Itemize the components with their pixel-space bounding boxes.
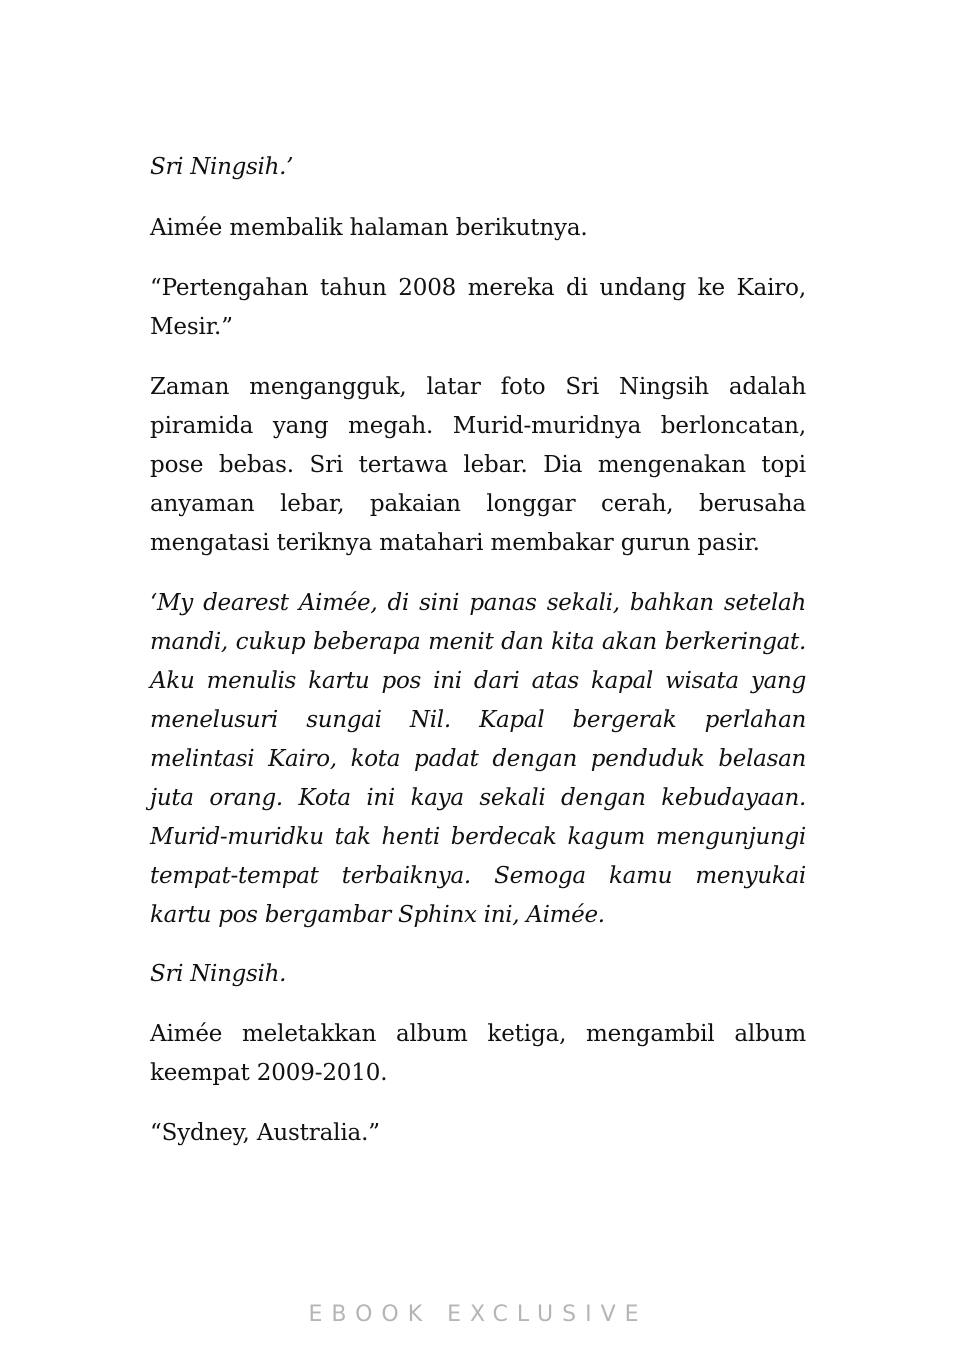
ebook-exclusive-footer: EBOOK EXCLUSIVE	[308, 1302, 648, 1327]
paragraph-pyramid-photo: Zaman mengangguk, latar foto Sri Ningsih adalah piramida yang megah. Murid-muridnya berloncatan, pose bebas. Sri tertawa lebar. Dia mengenakan topi anyaman lebar, pakaian longgar cerah, berusaha mengatasi teriknya matahari membakar gurun pasir.	[150, 374, 806, 556]
paragraph-aimee-turns-page: Aimée membalik halaman berikutnya.	[150, 215, 588, 241]
postcard-letter-cairo: ‘My dearest Aimée, di sini panas sekali, bahkan setelah mandi, cukup beberapa menit dan kita akan berkeringat. Aku menulis kartu pos ini dari atas kapal wisata yang menelusuri sungai Nil. Kapal bergerak perlahan melintasi Kairo, kota padat dengan penduduk belasan juta orang. Kota ini kaya sekali dengan kebudayaan. Murid-muridku tak henti berdecak kagum mengunjungi tempat-tempat terbaiknya. Semoga kamu menyukai kartu pos bergambar Sphinx ini, Aimée.	[150, 590, 806, 928]
paragraph-sydney-australia: “Sydney, Australia.”	[150, 1120, 380, 1146]
paragraph-invited-to-cairo: “Pertengahan tahun 2008 mereka di undang ke Kairo, Mesir.”	[150, 275, 806, 340]
signature-sri-ningsih-closing: Sri Ningsih.’	[150, 154, 294, 180]
paragraph-fourth-album: Aimée meletakkan album ketiga, mengambil album keempat 2009-2010.	[150, 1021, 806, 1086]
page-body	[150, 148, 806, 1153]
signature-sri-ningsih: Sri Ningsih.	[150, 961, 287, 987]
